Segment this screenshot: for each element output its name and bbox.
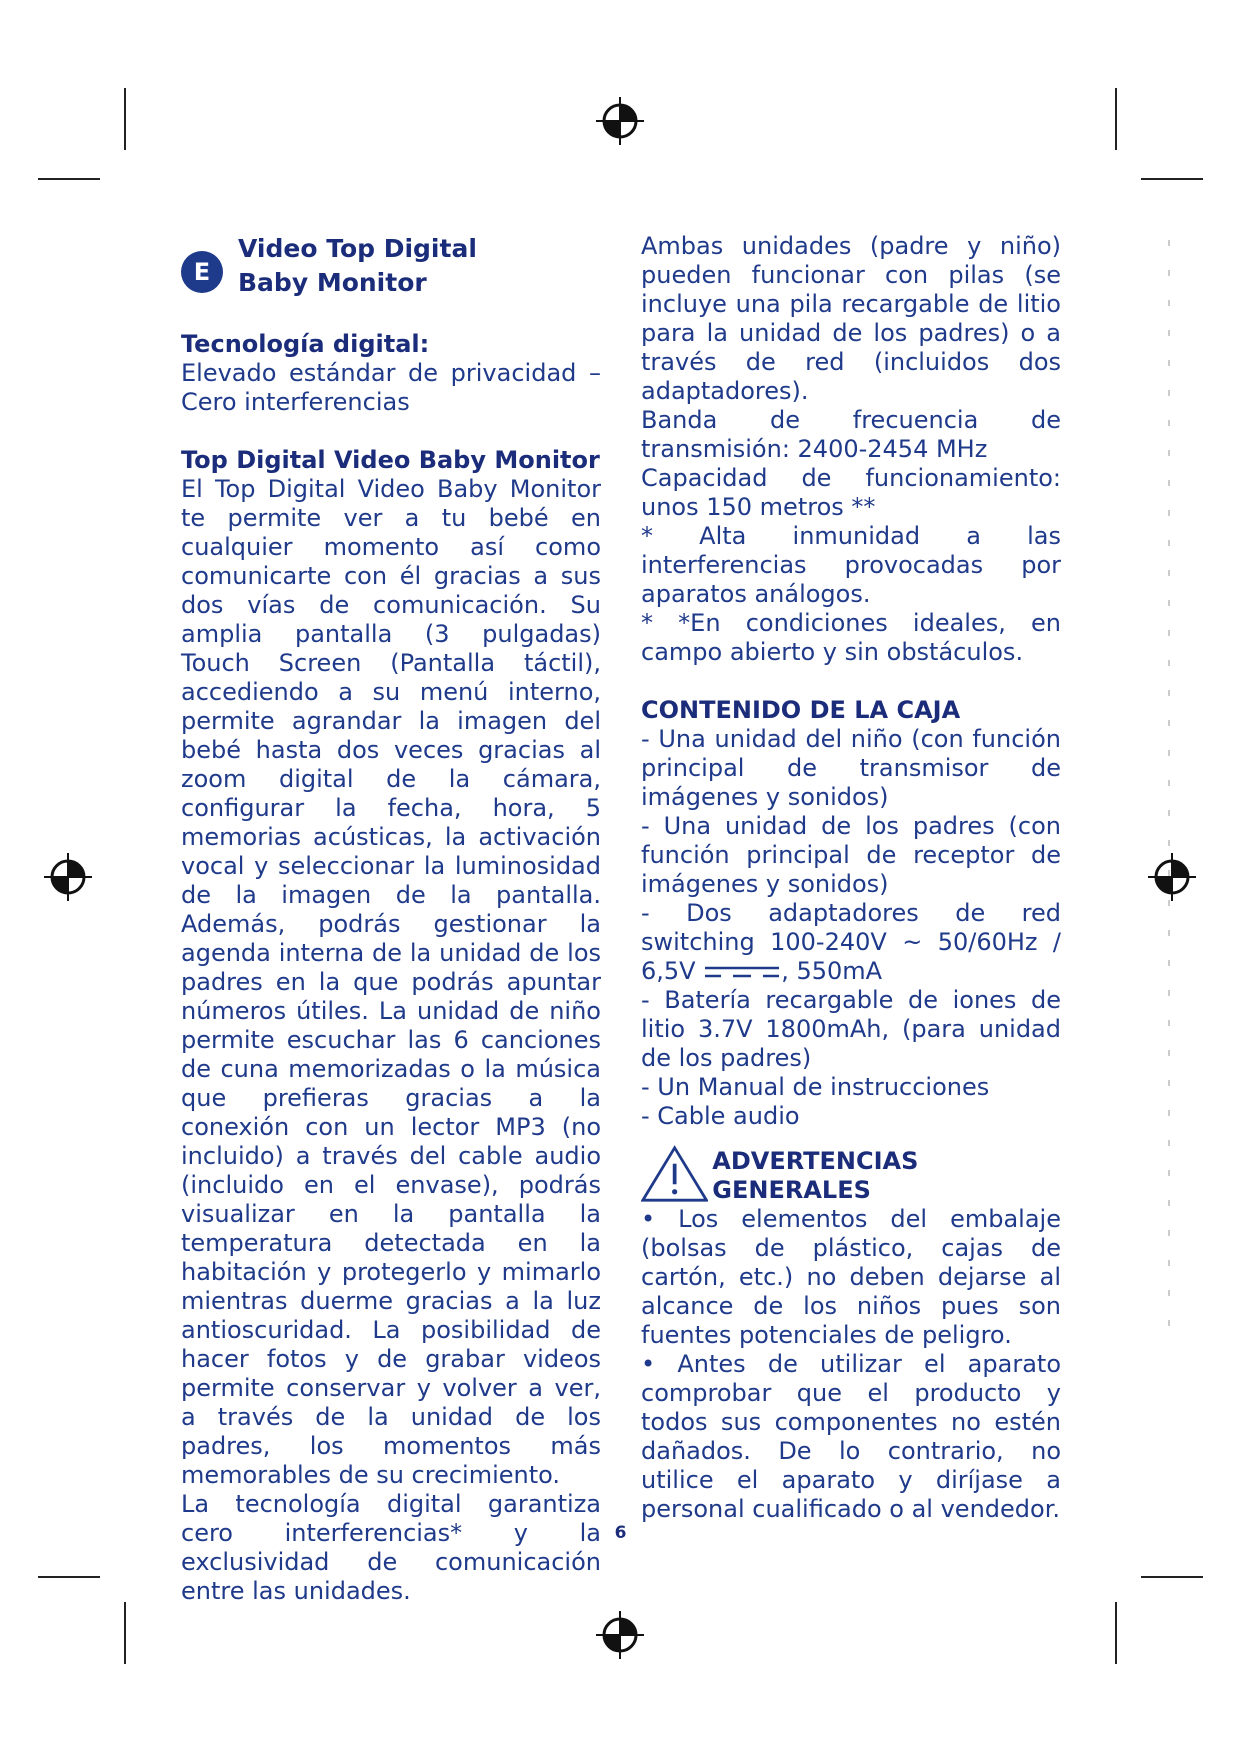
paragraph: Ambas unidades (padre y niño) pueden funcionar con pilas (se incluye una pila recargable de litio para la unidad de los padres) o a través de red (incluidos dos adaptadores). — [641, 232, 1061, 405]
registration-mark-icon — [44, 853, 92, 901]
crop-mark — [1141, 178, 1203, 180]
warning-heading-row — [641, 1143, 1061, 1205]
list-item: • Antes de utilizar el aparato comprobar que el producto y todos sus componentes no estén dañados. De lo contrario, no utilice el aparato y diríjase a personal cualificado o al vendedor. — [641, 1350, 1061, 1523]
title-line: Baby Monitor — [238, 268, 427, 297]
crop-mark — [124, 1602, 126, 1664]
page-number: 6 — [614, 1523, 627, 1543]
section-heading: Tecnología digital: — [181, 330, 430, 358]
list-item: - Una unidad del niño (con función principal de transmisor de imágenes y sonidos) — [641, 725, 1061, 811]
title-line: Video Top Digital — [238, 234, 477, 263]
bleed-marks — [1168, 240, 1172, 1350]
list-item: • Los elementos del embalaje (bolsas de plástico, cajas de cartón, etc.) no deben dejarse al alcance de los niños pues son fuentes potenciales de peligro. — [641, 1205, 1061, 1349]
crop-mark — [38, 1576, 100, 1578]
crop-mark — [1115, 1602, 1117, 1664]
adapter-text: - Dos adaptadores de red switching 100-240V ~ 50/60Hz / 6,5V — [641, 899, 1061, 985]
registration-mark-icon — [596, 97, 644, 145]
crop-mark — [1141, 1576, 1203, 1578]
list-item: - Cable audio — [641, 1102, 800, 1130]
section-heading: ADVERTENCIAS GENERALES — [712, 1147, 919, 1204]
right-column — [641, 232, 1061, 1524]
crop-mark — [1115, 88, 1117, 150]
paragraph: Capacidad de funcionamiento: unos 150 metros ** — [641, 464, 1061, 521]
list-item: - Batería recargable de iones de litio 3.7V 1800mAh, (para unidad de los padres) — [641, 986, 1061, 1072]
section-heading: CONTENIDO DE LA CAJA — [641, 696, 961, 724]
registration-mark-icon — [1148, 853, 1196, 901]
paragraph: * Alta inmunidad a las interferencias provocadas por aparatos análogos. — [641, 522, 1061, 608]
crop-mark — [38, 178, 100, 180]
paragraph: El Top Digital Video Baby Monitor te permite ver a tu bebé en cualquier momento así como comunicarte con él gracias a sus dos vías de comunicación. Su amplia pantalla (3 pulgadas) Touch Screen (Pantalla táctil), accediendo a su menú interno, permite agrandar la imagen del bebé hasta dos veces gracias al zoom digital de la cámara, configurar la fecha, hora, 5 memorias acústicas, la activación vocal y seleccionar la luminosidad de la imagen de la pantalla. Además, podrás gestionar la agenda interna de la unidad de los padres en la que podrás apuntar números útiles. La unidad de niño permite escuchar las 6 canciones de cuna memorizadas o la música que prefieras gracias a la conexión con un lector MP3 (no incluido) a través del cable audio (incluido en el envase), podrás visualizar en la pantalla la temperatura detectada en la habitación y protegerlo y mimarlo mientras duerme gracias a la luz antioscuridad. La posibilidad de hacer fotos y de grabar videos permite conservar y volver a ver, a través de la unidad de los padres, los momentos más memorables de su crecimiento. — [181, 475, 601, 1489]
warning-triangle-icon — [641, 1143, 708, 1205]
dc-symbol-icon — [703, 963, 781, 981]
left-column — [181, 232, 601, 1606]
section-heading: Top Digital Video Baby Monitor — [181, 446, 600, 474]
list-item — [641, 899, 1061, 986]
registration-mark-icon — [596, 1611, 644, 1659]
paragraph: Banda de frecuencia de transmisión: 2400-2454 MHz — [641, 406, 1061, 463]
list-item: - Un Manual de instrucciones — [641, 1073, 990, 1101]
adapter-text: , 550mA — [781, 957, 883, 985]
paragraph: * *En condiciones ideales, en campo abierto y sin obstáculos. — [641, 609, 1061, 666]
language-badge: E — [181, 251, 223, 293]
paragraph: La tecnología digital garantiza cero interferencias* y la exclusividad de comunicación entre las unidades. — [181, 1490, 601, 1605]
list-item: - Una unidad de los padres (con función principal de receptor de imágenes y sonidos) — [641, 812, 1061, 898]
paragraph: Elevado estándar de privacidad – Cero interferencias — [181, 359, 601, 416]
crop-mark — [124, 88, 126, 150]
